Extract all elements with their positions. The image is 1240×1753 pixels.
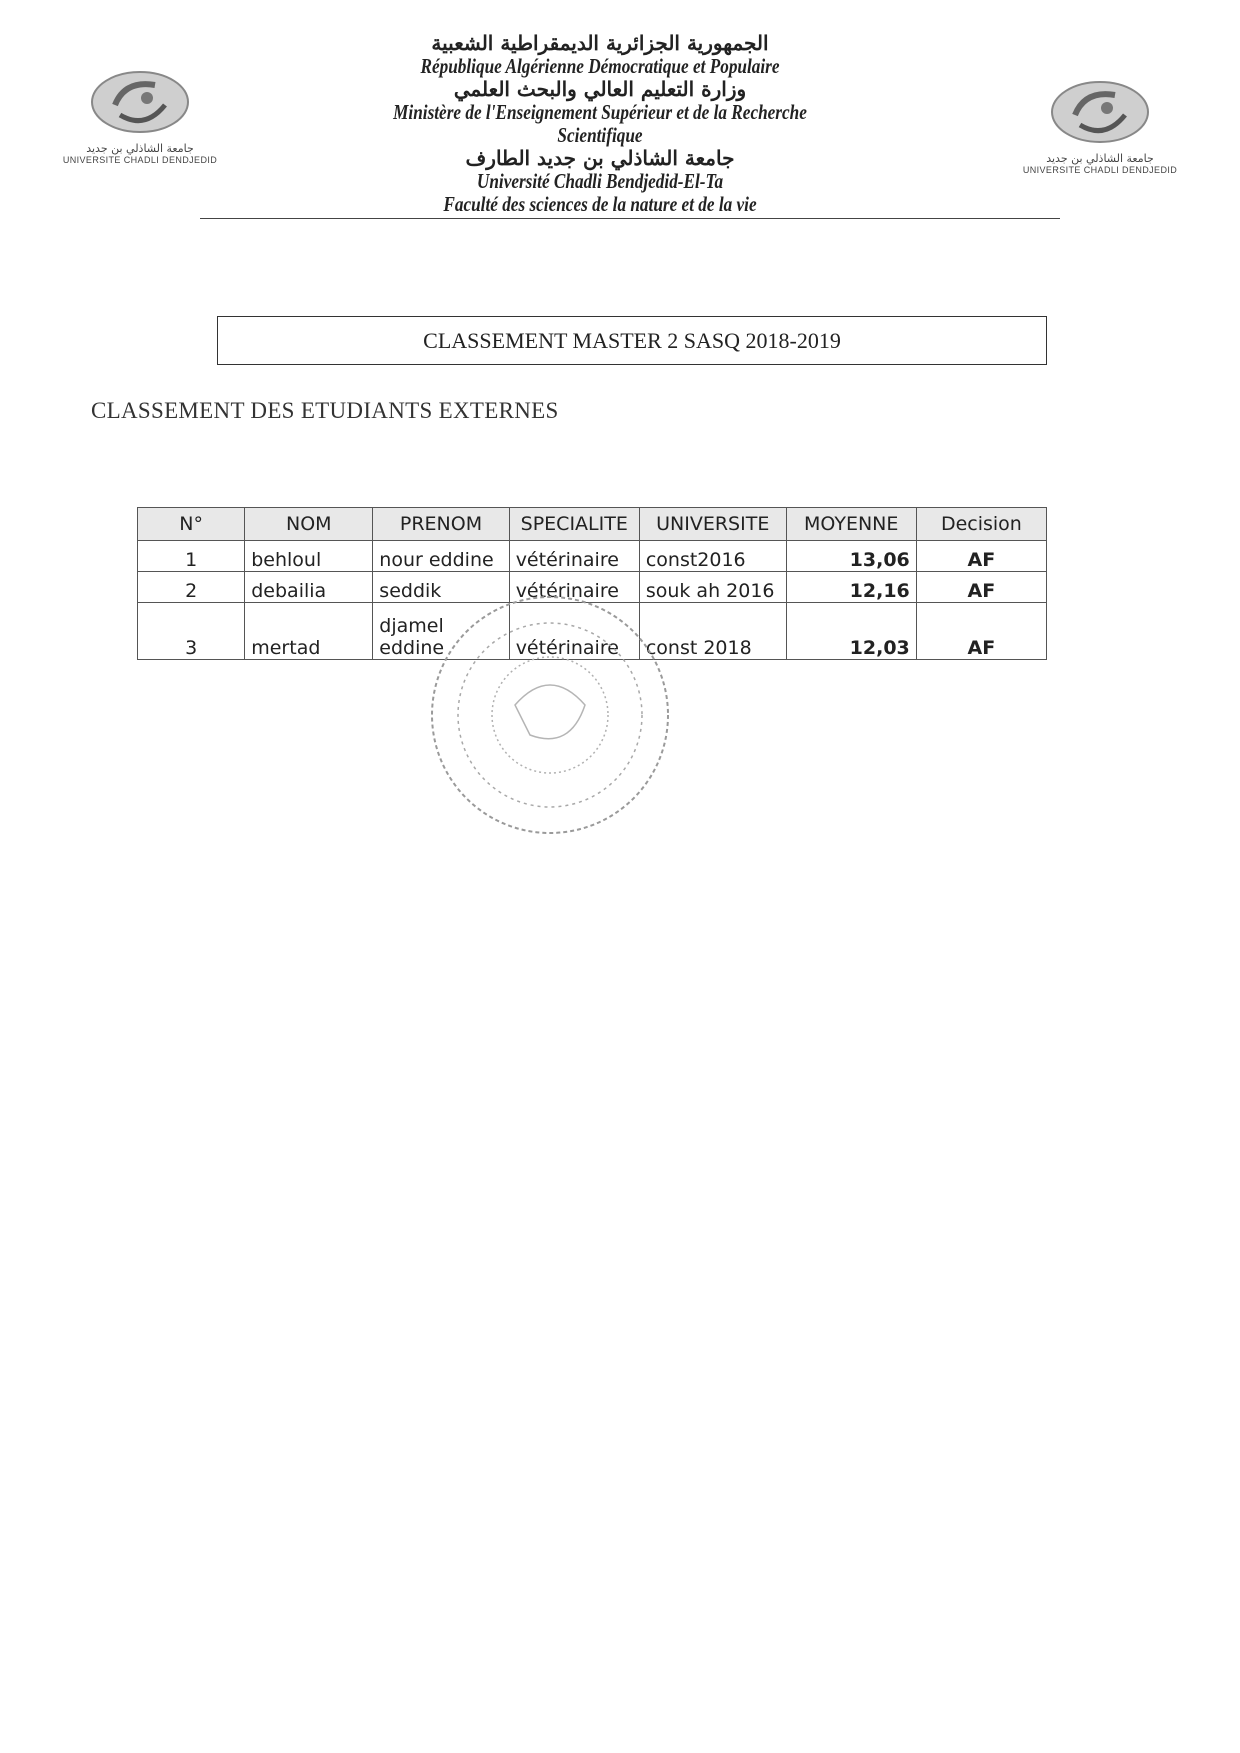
- table-header-row: [138, 508, 1047, 541]
- document-title: CLASSEMENT MASTER 2 SASQ 2018-2019: [217, 316, 1047, 365]
- prenom-cell: seddik: [373, 572, 509, 603]
- nom-cell: debailia: [245, 572, 373, 603]
- specialite-cell: vétérinaire: [509, 541, 639, 572]
- logo-latin-name: UNIVERSITE CHADLI DENDJEDID: [62, 155, 218, 165]
- universite-cell: const 2018: [639, 603, 786, 660]
- header-university-arabic: جامعة الشاذلي بن جديد الطارف: [465, 146, 735, 170]
- header-ministry-arabic: وزارة التعليم العالي والبحث العلمي: [453, 77, 747, 101]
- prenom-cell: nour eddine: [373, 541, 509, 572]
- table-row: [138, 541, 1047, 572]
- university-emblem-icon: [85, 60, 195, 140]
- decision-cell: AF: [916, 572, 1046, 603]
- specialite-cell: vétérinaire: [509, 603, 639, 660]
- moyenne-cell: 13,06: [786, 541, 916, 572]
- column-header: NOM: [245, 508, 373, 541]
- column-header: UNIVERSITE: [639, 508, 786, 541]
- decision-cell: AF: [916, 603, 1046, 660]
- rank-cell: 3: [138, 603, 245, 660]
- nom-cell: mertad: [245, 603, 373, 660]
- column-header: SPECIALITE: [509, 508, 639, 541]
- official-stamp-icon: [420, 585, 680, 845]
- decision-cell: AF: [916, 541, 1046, 572]
- specialite-cell: vétérinaire: [509, 572, 639, 603]
- header-republic-arabic: الجمهورية الجزائرية الديمقراطية الشعبية: [431, 31, 769, 55]
- nom-cell: behloul: [245, 541, 373, 572]
- logo-arabic-name: جامعة الشاذلي بن جديد: [1046, 152, 1154, 165]
- section-subtitle: CLASSEMENT DES ETUDIANTS EXTERNES: [91, 398, 559, 423]
- column-header: PRENOM: [373, 508, 509, 541]
- header-university-french: Université Chadli Bendjedid-El-Ta: [476, 169, 724, 193]
- column-header: MOYENNE: [786, 508, 916, 541]
- column-header: N°: [138, 508, 245, 541]
- rank-cell: 1: [138, 541, 245, 572]
- header-divider: [200, 218, 1060, 219]
- rank-cell: 2: [138, 572, 245, 603]
- column-header: Decision: [916, 508, 1046, 541]
- universite-cell: const2016: [639, 541, 786, 572]
- university-logo-left: [40, 60, 240, 165]
- header-republic-french: République Algérienne Démocratique et Populaire: [420, 54, 780, 78]
- moyenne-cell: 12,16: [786, 572, 916, 603]
- prenom-cell: djamel eddine: [373, 603, 509, 660]
- university-emblem-icon: [1045, 70, 1155, 150]
- logo-latin-name: UNIVERSITE CHADLI DENDJEDID: [1022, 165, 1178, 175]
- universite-cell: souk ah 2016: [639, 572, 786, 603]
- logo-arabic-name: جامعة الشاذلي بن جديد: [86, 142, 194, 155]
- header-ministry-french: Ministère de l'Enseignement Supérieur et de la Recherche Scientifique: [393, 100, 807, 147]
- moyenne-cell: 12,03: [786, 603, 916, 660]
- document-header: [300, 32, 900, 216]
- header-faculty: Faculté des sciences de la nature et de la vie: [443, 192, 757, 216]
- university-logo-right: [1000, 70, 1200, 175]
